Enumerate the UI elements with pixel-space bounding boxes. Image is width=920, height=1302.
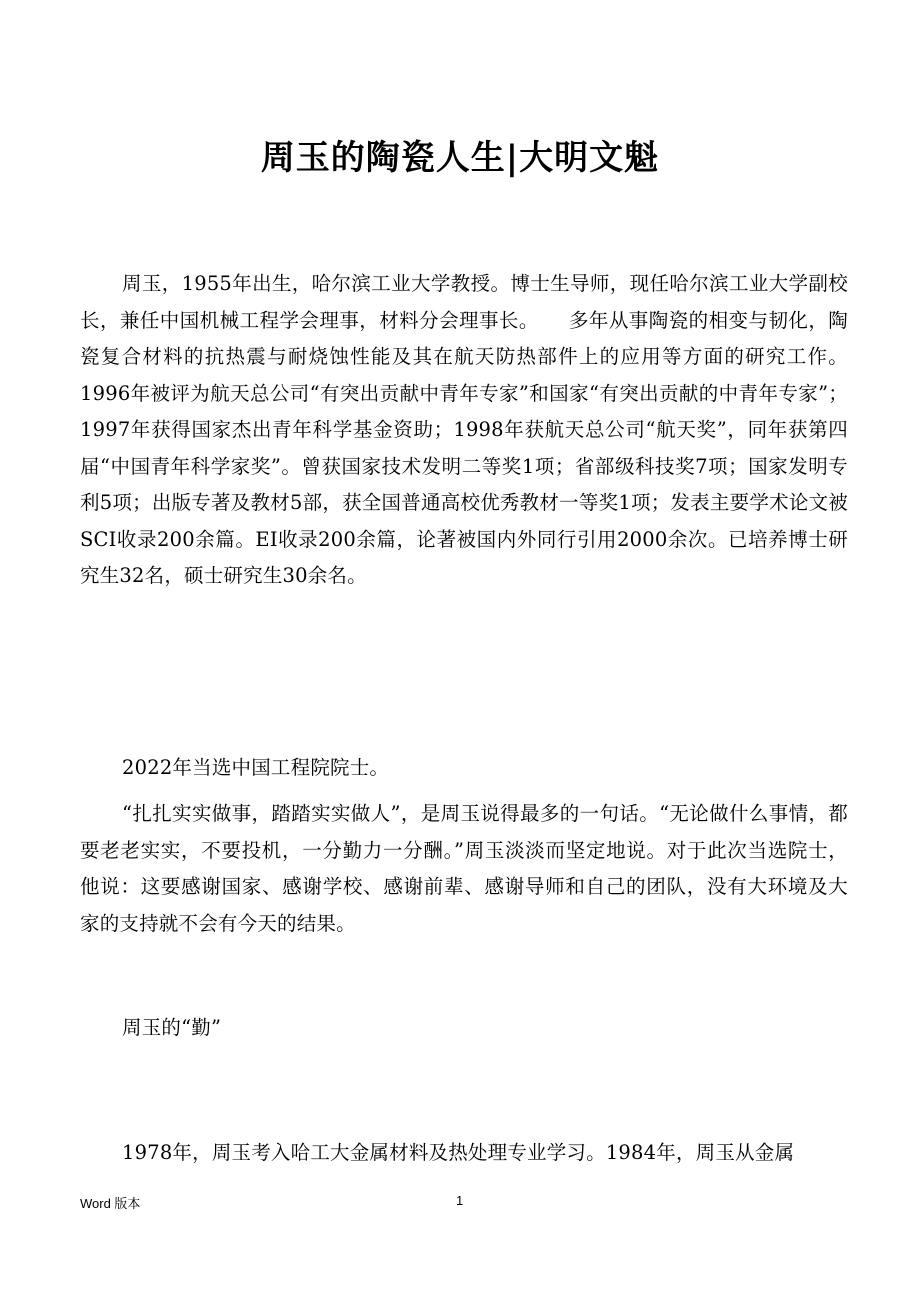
paragraph-biography [80, 266, 848, 595]
paragraph-education [80, 1135, 848, 1172]
document-title: 周玉的陶瓷人生|大明文魁 [260, 138, 660, 178]
paragraph-text: 2022年当选中国工程院院士。 [122, 756, 390, 779]
paragraph-academician [80, 750, 848, 787]
section-heading [80, 1010, 848, 1047]
paragraph-text: 周玉，1955年出生，哈尔滨工业大学教授。博士生导师，现任哈尔滨工业大学副校长，兼任中国机械工程学会理事，材料分会理事长。 多年从事陶瓷的相变与韧化，陶瓷复合材料的抗热震与耐烧蚀性能及其在航天防热部件上的应用等方面的研究工作。1996年被评为航天总公司“有突出贡献中青年专家”和国家“有突出贡献的中青年专家”；1997年获得国家杰出青年科学基金资助；1998年获航天总公司“航天奖”，同年获第四届“中国青年科学家奖”。曾获国家技术发明二等奖1项；省部级科技奖7项；国家发明专利5项；出版专著及教材5部，获全国普通高校优秀教材一等奖1项；发表主要学术论文被SCI收录200余篇。EI收录200余篇，论著被国内外同行引用2000余次。已培养博士研究生32名，硕士研究生30余名。 [80, 272, 848, 587]
paragraph-quote [80, 796, 848, 942]
section-heading-text: 周玉的“勤” [122, 1016, 222, 1039]
footer-label: Word 版本 [80, 1196, 141, 1211]
page-number: 1 [456, 1193, 464, 1208]
paragraph-text: 1978年，周玉考入哈工大金属材料及热处理专业学习。1984年，周玉从金属 [122, 1141, 795, 1164]
paragraph-text: “扎扎实实做事，踏踏实实做人”，是周玉说得最多的一句话。“无论做什么事情，都要老老实实，不要投机，一分勤力一分酬。”周玉淡淡而坚定地说。对于此次当选院士，他说：这要感谢国家、感谢学校、感谢前辈、感谢导师和自己的团队，没有大环境及大家的支持就不会有今天的结果。 [80, 802, 848, 935]
